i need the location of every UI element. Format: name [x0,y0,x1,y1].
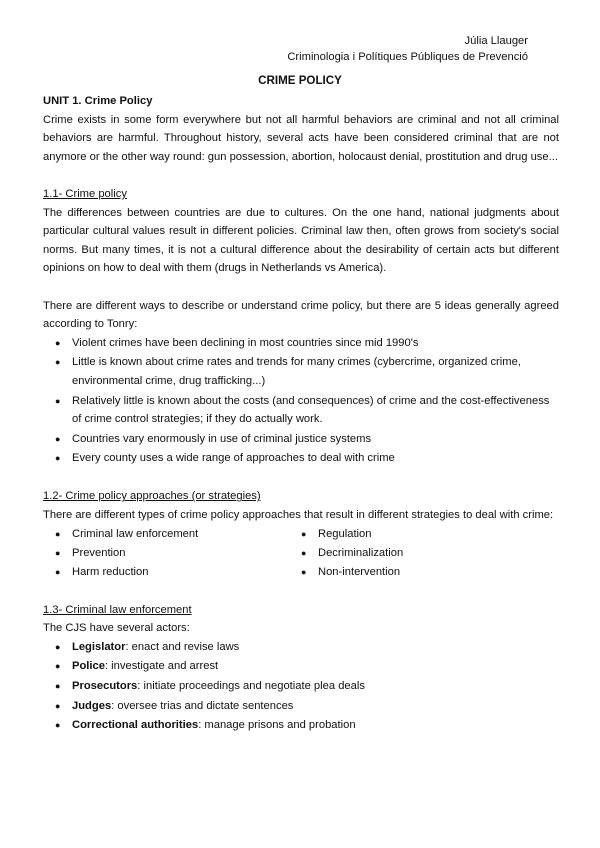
page-header [287,34,528,65]
bullet-icon: ● [55,433,61,444]
list-item: ● Decriminalization [289,544,535,563]
tonry-ideas-list [43,334,559,468]
bullet-icon: ● [55,720,61,731]
document-body [43,92,559,736]
bullet-icon: ● [55,566,61,577]
section-3-intro: The CJS have several actors: [43,622,190,635]
bullet-icon: ● [55,357,61,368]
list-item: ● Non-intervention [289,563,535,582]
actor-term: Prosecutors [72,679,138,692]
section-1-paragraph-1: The differences between countries are due to cultures. On the one hand, national judgments about particular cultural values result in different policies. Criminal law then, often grows from society's social norms. But many times, it is not a cultural difference about the desirability of certain acts but different opinions on how to deal with them (drugs in Netherlands vs America). [43,206,559,275]
actor-term: Correctional authorities [72,719,199,732]
bullet-icon: ● [55,641,61,652]
unit-intro-paragraph: Crime exists in some form everywhere but not all harmful behaviors are criminal and not all criminal behaviors are harmful. Throughout history, several acts have been considered criminal that are not anymore or the other way round: gun possession, abortion, holocaust denial, prostitution and drug use... [43,113,559,163]
actor-description: : initiate proceedings and negotiate plea deals [137,679,365,692]
section-3-heading: 1.3- Criminal law enforcement [43,603,192,616]
bullet-icon: ● [55,337,61,348]
document-title: CRIME POLICY [258,74,342,87]
list-item: ● Relatively little is known about the costs (and consequences) of crime and the cost-effectiveness of crime control strategies; if they do actually work. [43,392,559,429]
approaches-list-right [289,525,535,582]
list-item: ● Harm reduction [43,563,289,582]
actor-description: : manage prisons and probation [198,719,356,732]
actor-term: Police [72,660,105,673]
actor-term: Legislator [72,640,126,653]
list-item [43,657,559,676]
actor-description: : enact and revise laws [125,640,240,653]
actor-description: : investigate and arrest [104,660,219,673]
bullet-icon: ● [301,528,307,539]
bullet-icon: ● [55,661,61,672]
list-item: ● Every county uses a wide range of approaches to deal with crime [43,449,559,468]
cjs-actors-list [43,638,559,735]
list-item: ● Violent crimes have been declining in most countries since mid 1990's [43,334,559,353]
section-2-heading: 1.2- Crime policy approaches (or strategies) [43,490,261,503]
bullet-icon: ● [55,680,61,691]
actor-term: Judges [72,699,112,712]
list-item [43,638,559,657]
bullet-icon: ● [55,547,61,558]
section-1-heading: 1.1- Crime policy [43,187,127,200]
actor-description: : oversee trias and dictate sentences [111,699,294,712]
list-item: ● Countries vary enormously in use of criminal justice systems [43,430,559,449]
list-item [43,697,559,716]
section-2-intro: There are different types of crime policy approaches that result in different strategies to deal with crime: [43,509,554,522]
course-name: Criminologia i Polítiques Públiques de Prevenció [287,50,528,63]
bullet-icon: ● [301,547,307,558]
unit-heading: UNIT 1. Crime Policy [43,95,153,107]
list-item: ● Prevention [43,544,289,563]
approaches-list-left [43,525,289,582]
author-name: Júlia Llauger [464,35,528,47]
bullet-icon: ● [55,528,61,539]
bullet-icon: ● [55,700,61,711]
list-item [43,677,559,696]
bullet-icon: ● [301,566,307,577]
list-item: ● Regulation [289,525,535,544]
bullet-icon: ● [55,395,61,406]
list-item: ● Little is known about crime rates and trends for many crimes (cybercrime, organized crime, environmental crime, drug trafficking...) [43,353,559,390]
bullet-icon: ● [55,453,61,464]
list-item [43,716,559,735]
list-item: ● Criminal law enforcement [43,525,289,544]
approaches-columns [43,525,559,582]
section-1-paragraph-2: There are different ways to describe or understand crime policy, but there are 5 ideas generally agreed according to Tonry: [43,299,559,331]
